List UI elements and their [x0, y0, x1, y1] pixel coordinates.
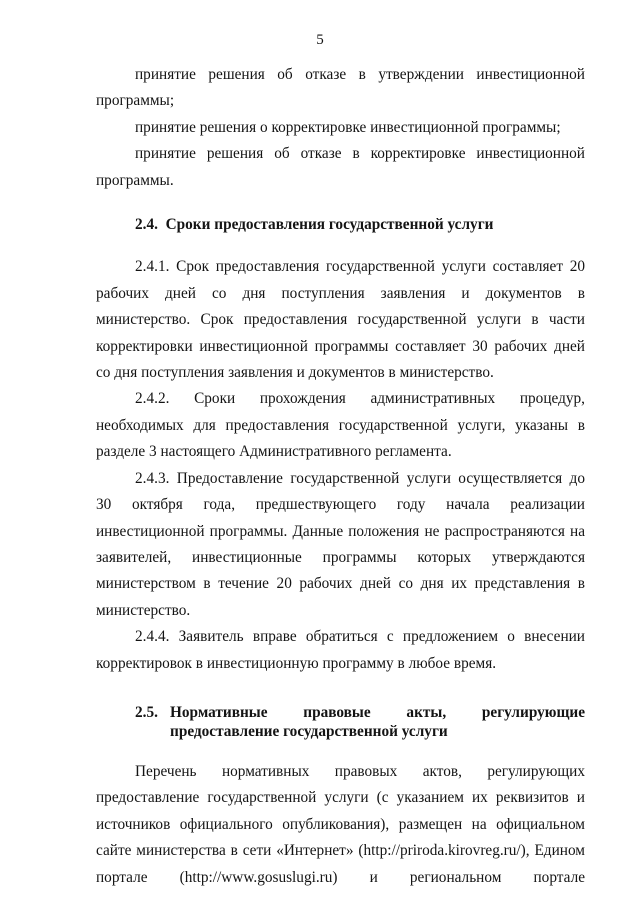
section-title-line-1	[170, 703, 585, 722]
section-heading-2-5	[96, 703, 585, 741]
paragraph-2-4-3: 2.4.3. Предоставление государственной услуги осуществляется до 30 октября года, предшествующего году начала реализации инвестиционной программы. Данные положения не распространяются на заявителей, инвестиционные программы которых утверждаются министерством в течение 20 рабочих дней со дня их представления в министерство.	[96, 469, 585, 619]
title-word: акты,	[406, 703, 447, 721]
paragraph-2-4-4: 2.4.4. Заявитель вправе обратиться с предложением о внесении корректировок в инвестиционную программу в любое время.	[96, 628, 585, 672]
paragraph-correction-decision: принятие решения о корректировке инвестиционной программы;	[135, 118, 561, 136]
paragraph-legal-acts-list: Перечень нормативных правовых актов, регулирующих предоставление государственной услуги (с указанием их реквизитов и источников официального опубликования), размещен на официальном сайте министерства в сети «Интернет» (http://priroda.kirovreg.ru/), Едином портале (http://www.gosuslugi.ru) и региональном портале	[96, 762, 585, 886]
section-title: Сроки предоставления государственной услуги	[165, 216, 494, 234]
document-body	[96, 62, 585, 891]
section-title	[170, 703, 585, 741]
title-word: правовые	[303, 703, 371, 721]
section-number: 2.5.	[135, 703, 158, 721]
paragraph-2-4-1: 2.4.1. Срок предоставления государственной услуги составляет 20 рабочих дней со дня поступления заявления и документов в министерство. Срок предоставления государственной услуги в части корректировки инвестиционной программы составляет 30 рабочих дней со дня поступления заявления и документов в министерство.	[96, 258, 585, 382]
paragraph-refusal-approval: принятие решения об отказе в утверждении инвестиционной программы;	[96, 66, 585, 110]
section-title-line-2: предоставление государственной услуги	[170, 722, 448, 740]
page-number: 5	[316, 32, 324, 48]
paragraph-refusal-correction: принятие решения об отказе в корректировке инвестиционной программы.	[96, 145, 585, 189]
section-number: 2.4.	[135, 216, 158, 234]
title-word: Нормативные	[170, 703, 268, 721]
title-word: регулирующие	[481, 703, 585, 721]
section-heading-2-4	[96, 212, 585, 238]
paragraph-2-4-2: 2.4.2. Сроки прохождения административных процедур, необходимых для предоставления государственной услуги, указаны в разделе 3 настоящего Административного регламента.	[96, 390, 585, 461]
